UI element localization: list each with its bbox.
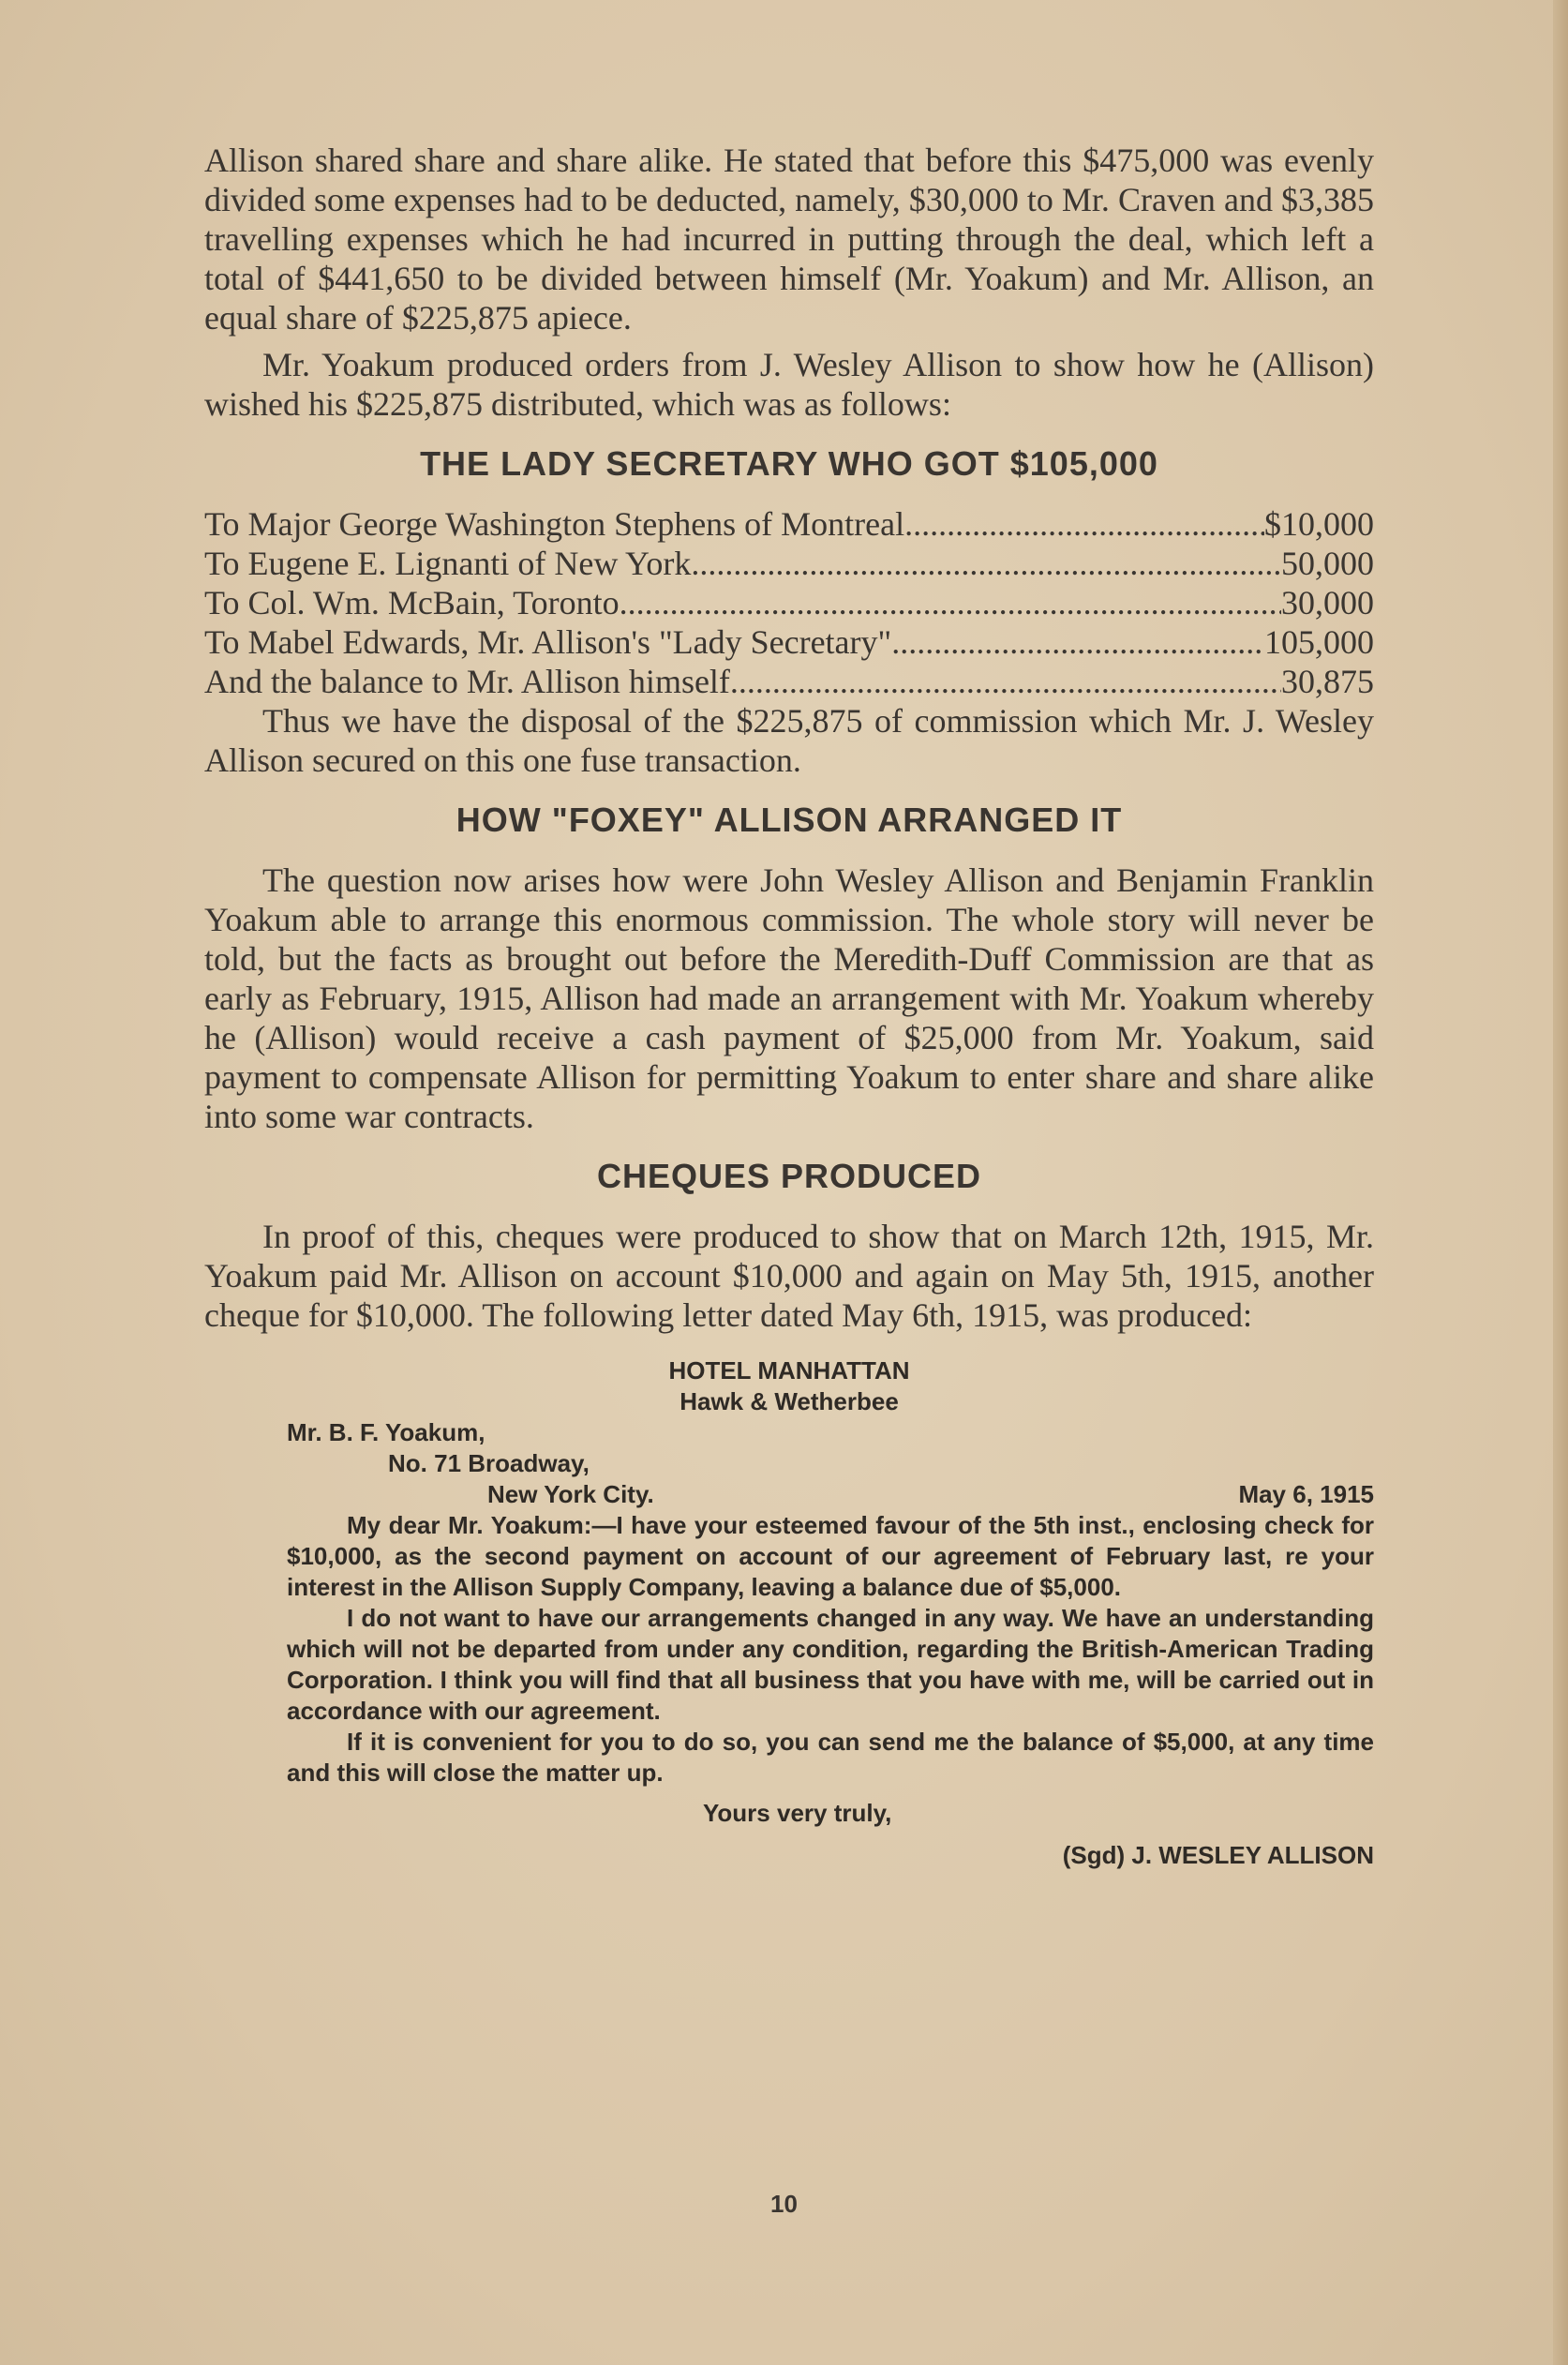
paragraph-2: Mr. Yoakum produced orders from J. Wesley Allison to show how he (Allison) wished his $225,875 distributed, which was as follows:	[204, 346, 1374, 423]
page-edge	[1553, 0, 1568, 2365]
paragraph-5: In proof of this, cheques were produced to show that on March 12th, 1915, Mr. Yoakum paid Mr. Allison on account $10,000 and again on May 5th, 1915, another cheque for $10,000. The following letter dated May 6th, 1915, was produced:	[204, 1218, 1374, 1334]
allocation-amount: 30,000	[1281, 584, 1374, 621]
heading-cheques-produced: CHEQUES PRODUCED	[596, 1157, 982, 1195]
letter-body	[287, 1510, 1374, 1789]
allocation-amount: 105,000	[1264, 623, 1374, 661]
quoted-letter	[204, 1355, 1374, 1871]
allocation-row	[204, 662, 1374, 701]
letter-city-date-line	[487, 1479, 1374, 1510]
heading-lady-secretary: THE LADY SECRETARY WHO GOT $105,000	[420, 444, 1158, 483]
allocation-amount: 50,000	[1281, 545, 1374, 582]
allocation-name: To Col. Wm. McBain, Toronto	[204, 584, 620, 621]
paragraph-1: Allison shared share and share alike. He stated that before this $475,000 was evenly divided some expenses had to be deducted, namely, $30,000 to Mr. Craven and $3,385 travelling expenses which he had incurred in putting through the deal, which left a total of $441,650 to be divided between himself (Mr. Yoakum) and Mr. Allison, an equal share of $225,875 apiece.	[204, 142, 1374, 337]
dot-leader	[730, 662, 1281, 701]
allocation-row	[204, 544, 1374, 583]
page-number: 10	[770, 2190, 798, 2218]
dot-leader	[691, 544, 1281, 583]
letter-signature: (Sgd) J. WESLEY ALLISON	[1062, 1841, 1374, 1869]
heading-foxey-allison: HOW "FOXEY" ALLISON ARRANGED IT	[455, 801, 1123, 839]
allocation-amount: $10,000	[1264, 505, 1374, 543]
allocation-name: To Major George Washington Stephens of Montreal	[204, 505, 905, 543]
allocation-name: To Mabel Edwards, Mr. Allison's "Lady Secretary"	[204, 623, 892, 661]
letterhead: HOTEL MANHATTAN	[668, 1356, 910, 1385]
allocation-name: To Eugene E. Lignanti of New York	[204, 545, 692, 582]
dot-leader	[904, 504, 1264, 544]
letter-address: No. 71 Broadway,	[388, 1449, 590, 1477]
letter-paragraph-2: I do not want to have our arrangements changed in any way. We have an understanding which will not be departed from under any condition, regarding the British-American Trading Corporation. I think you will find that all business that you have with me, will be carried out in accordance with our agreement.	[287, 1604, 1374, 1725]
paragraph-3: Thus we have the disposal of the $225,875 of commission which Mr. J. Wesley Allison secured on this one fuse transaction.	[204, 702, 1374, 779]
allocation-name: And the balance to Mr. Allison himself	[204, 663, 730, 700]
dot-leader	[891, 622, 1264, 662]
allocation-row	[204, 622, 1374, 662]
letter-date: May 6, 1915	[1238, 1480, 1374, 1508]
letter-closing: Yours very truly,	[703, 1799, 892, 1827]
page-content	[204, 141, 1374, 1871]
allocation-row	[204, 504, 1374, 544]
allocation-list	[204, 504, 1374, 701]
letterhead-subtitle: Hawk & Wetherbee	[679, 1387, 899, 1415]
letter-addressee: Mr. B. F. Yoakum,	[287, 1418, 485, 1446]
dot-leader	[620, 583, 1281, 622]
letter-paragraph-1: My dear Mr. Yoakum:—I have your esteemed favour of the 5th inst., enclosing check for $10,000, as the second payment on account of our agreement of February last, re your interest in the Allison Supply Company, leaving a balance due of $5,000.	[287, 1511, 1374, 1601]
letter-paragraph-3: If it is convenient for you to do so, you can send me the balance of $5,000, at any time and this will close the matter up.	[287, 1728, 1374, 1787]
letter-city: New York City.	[487, 1480, 654, 1508]
allocation-amount: 30,875	[1281, 663, 1374, 700]
paragraph-4: The question now arises how were John Wesley Allison and Benjamin Franklin Yoakum able to arrange this enormous commission. The whole story will never be told, but the facts as brought out before the Meredith-Duff Commission are that as early as February, 1915, Allison had made an arrangement with Mr. Yoakum whereby he (Allison) would receive a cash payment of $25,000 from Mr. Yoakum, said payment to compensate Allison for permitting Yoakum to enter share and share alike into some war contracts.	[204, 861, 1374, 1135]
allocation-row	[204, 583, 1374, 622]
